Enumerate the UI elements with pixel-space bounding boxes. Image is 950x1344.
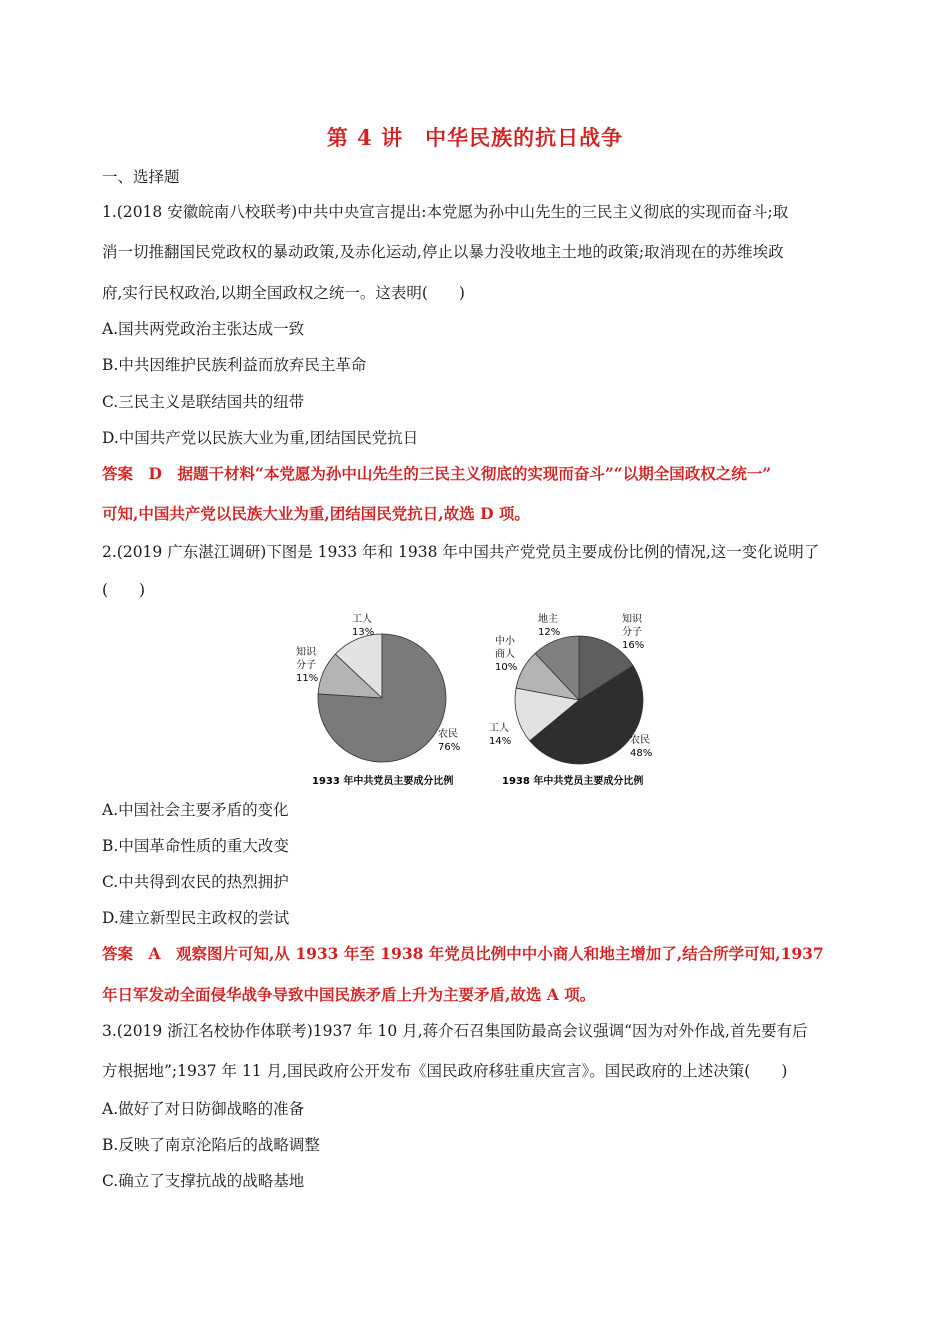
pie2-label-workers: 工人 xyxy=(489,723,509,734)
q3-option-b: B.反映了南京沦陷后的战略调整 xyxy=(102,1136,320,1154)
pie-charts-figure xyxy=(290,606,660,790)
pie2-label-peasants: 农民 xyxy=(630,735,650,746)
pie-charts-svg xyxy=(290,606,660,790)
q2-answer-line-2: 年日军发动全面侵华战争导致中国民族矛盾上升为主要矛盾,故选 A 项。 xyxy=(102,985,596,1004)
q1-option-c: C.三民主义是联结国共的纽带 xyxy=(102,393,305,411)
q3-line-2: 方根据地”;1937 年 11 月,国民政府公开发布《国民政府移驻重庆宣言》。国民政府的上述决策( ) xyxy=(102,1062,788,1080)
pie2-label-merchants-1: 中小 xyxy=(495,636,515,647)
pie1-slices xyxy=(318,634,446,762)
pie2-value-intellectuals: 16% xyxy=(622,640,645,651)
q1-option-b: B.中共因维护民族利益而放弃民主革命 xyxy=(102,356,367,374)
q1-option-a: A.国共两党政治主张达成一致 xyxy=(102,320,305,338)
q2-option-d: D.建立新型民主政权的尝试 xyxy=(102,909,290,927)
q1-option-d: D.中国共产党以民族大业为重,团结国民党抗日 xyxy=(102,429,419,447)
pie2-value-workers: 14% xyxy=(489,736,512,747)
q3-line-1: 3.(2019 浙江名校协作体联考)1937 年 10 月,蒋介石召集国防最高会议强调“因为对外作战,首先要有后 xyxy=(102,1022,808,1040)
q2-option-c: C.中共得到农民的热烈拥护 xyxy=(102,873,289,891)
pie2-label-landlords: 地主 xyxy=(538,614,558,625)
pie2-caption: 1938 年中共党员主要成分比例 xyxy=(502,776,644,787)
pie2-value-peasants: 48% xyxy=(630,748,653,759)
pie1-caption: 1933 年中共党员主要成分比例 xyxy=(312,776,454,787)
pie2-value-merchants: 10% xyxy=(495,662,518,673)
pie2-slices xyxy=(515,636,643,764)
pie1-value-intellectuals: 11% xyxy=(296,673,319,684)
pie2-label-merchants-2: 商人 xyxy=(495,649,515,660)
section-heading: 一、选择题 xyxy=(102,168,180,186)
pie2-label-intellectuals-2: 分子 xyxy=(622,627,642,638)
pie1-label-intellectuals-1: 知识 xyxy=(296,647,316,658)
q2-line-1: 2.(2019 广东湛江调研)下图是 1933 年和 1938 年中国共产党党员主要成份比例的情况,这一变化说明了 xyxy=(102,543,820,561)
q1-line-3: 府,实行民权政治,以期全国政权之统一。这表明( ) xyxy=(102,284,465,302)
q1-answer-line-1: 答案 D 据题干材料“本党愿为孙中山先生的三民主义彻底的实现而奋斗”“以期全国政权之统一” xyxy=(102,464,772,483)
pie2-label-intellectuals-1: 知识 xyxy=(622,614,642,625)
q1-line-1: 1.(2018 安徽皖南八校联考)中共中央宣言提出:本党愿为孙中山先生的三民主义彻底的实现而奋斗;取 xyxy=(102,203,789,221)
q2-line-2: ( ) xyxy=(102,581,146,599)
q3-option-c: C.确立了支撑抗战的战略基地 xyxy=(102,1172,305,1190)
q2-option-b: B.中国革命性质的重大改变 xyxy=(102,837,289,855)
q1-answer-line-2: 可知,中国共产党以民族大业为重,团结国民党抗日,故选 D 项。 xyxy=(102,504,530,523)
page-title: 第 4 讲 中华民族的抗日战争 xyxy=(326,125,624,150)
q2-answer-line-1: 答案 A 观察图片可知,从 1933 年至 1938 年党员比例中中小商人和地主增加了,结合所学可知,1937 xyxy=(102,944,824,963)
pie1-label-workers: 工人 xyxy=(352,614,372,625)
pie1-value-peasants: 76% xyxy=(438,742,461,753)
q3-option-a: A.做好了对日防御战略的准备 xyxy=(102,1100,305,1118)
q2-option-a: A.中国社会主要矛盾的变化 xyxy=(102,801,289,819)
pie1-label-intellectuals-2: 分子 xyxy=(296,660,316,671)
q1-line-2: 消一切推翻国民党政权的暴动政策,及赤化运动,停止以暴力没收地主土地的政策;取消现在的苏维埃政 xyxy=(102,243,784,261)
pie1-value-workers: 13% xyxy=(352,627,375,638)
pie1-label-peasants: 农民 xyxy=(438,729,458,740)
pie2-value-landlords: 12% xyxy=(538,627,561,638)
